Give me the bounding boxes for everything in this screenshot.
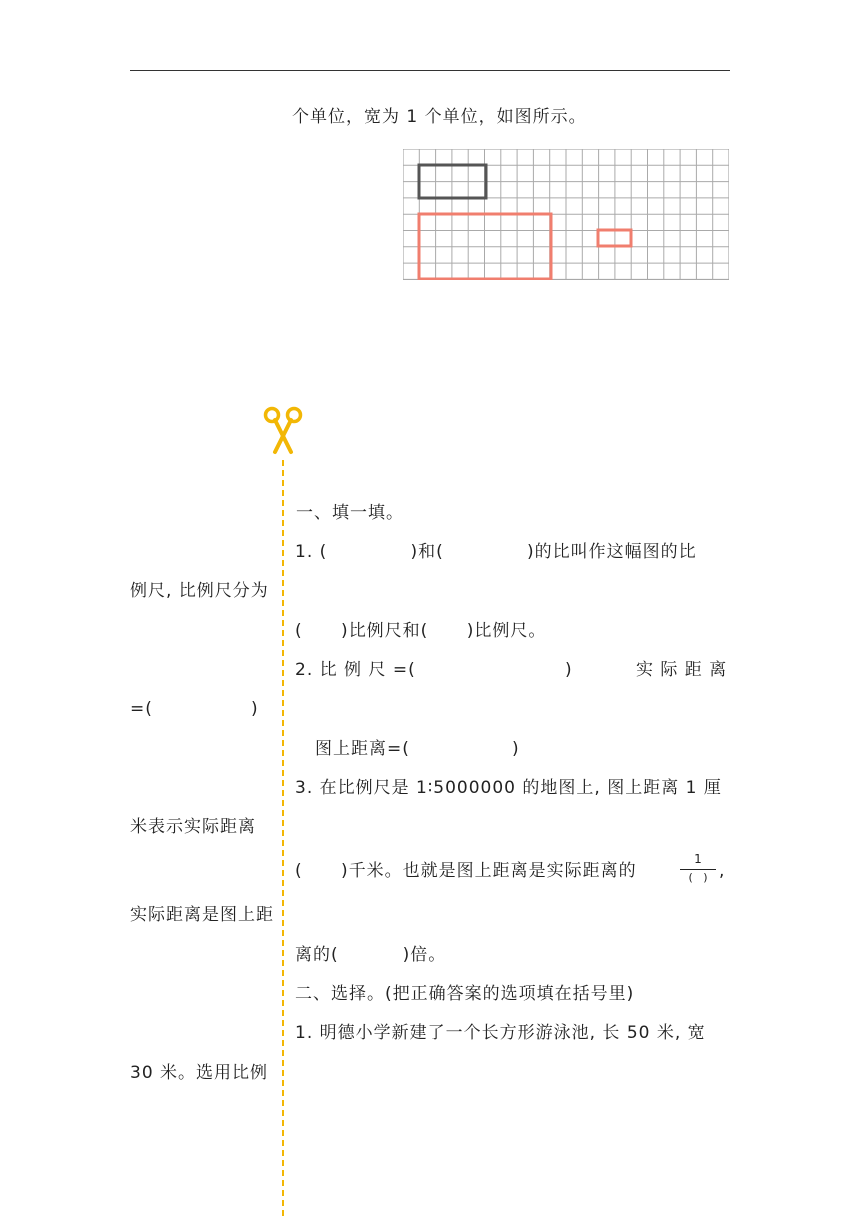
q2-line1-close: ) — [565, 660, 573, 680]
q2-line1-start: 2. 比 例 尺 =( — [295, 660, 416, 680]
q3-line5: 离的( )倍。 — [295, 945, 447, 965]
q3-line2: 米表示实际距离 — [130, 817, 256, 837]
scissors-icon — [263, 406, 303, 458]
fraction-bar — [680, 869, 716, 870]
q3-line1: 3. 在比例尺是 1∶5000000 的地图上, 图上距离 1 厘 — [295, 778, 722, 798]
grid-figure — [403, 149, 729, 280]
q2-line2-start: =( — [130, 699, 153, 719]
s2-q1-line1: 1. 明德小学新建了一个长方形游泳池, 长 50 米, 宽 — [295, 1023, 706, 1043]
fraction-denominator: ( ) — [688, 871, 708, 884]
q1-line3: ( )比例尺和( )比例尺。 — [295, 621, 547, 641]
q2-line1-actual: 实 际 距 离 — [636, 660, 728, 680]
q3-line3: ( )千米。也就是图上距离是实际距离的 — [295, 861, 637, 881]
fraction-numerator: 1 — [694, 852, 702, 866]
top-rule — [130, 70, 730, 71]
q1-line2: 例尺, 比例尺分为 — [130, 581, 269, 601]
q3-line3-end: , — [719, 861, 726, 881]
s2-q1-line2: 30 米。选用比例 — [130, 1063, 269, 1083]
cut-line — [282, 460, 284, 1216]
section1-title: 一、填一填。 — [296, 503, 404, 523]
q2-line2-close: ) — [251, 699, 259, 719]
intro-text: 个单位，宽为 1 个单位，如图所示。 — [292, 107, 587, 127]
section2-title: 二、选择。(把正确答案的选项填在括号里) — [295, 984, 635, 1004]
q2-line3-start: 图上距离=( — [315, 739, 410, 759]
q2-line3-close: ) — [512, 739, 520, 759]
q3-line4: 实际距离是图上距 — [130, 905, 274, 925]
q1-line1: 1. ( )和( )的比叫作这幅图的比 — [295, 542, 697, 562]
fraction — [678, 852, 718, 888]
